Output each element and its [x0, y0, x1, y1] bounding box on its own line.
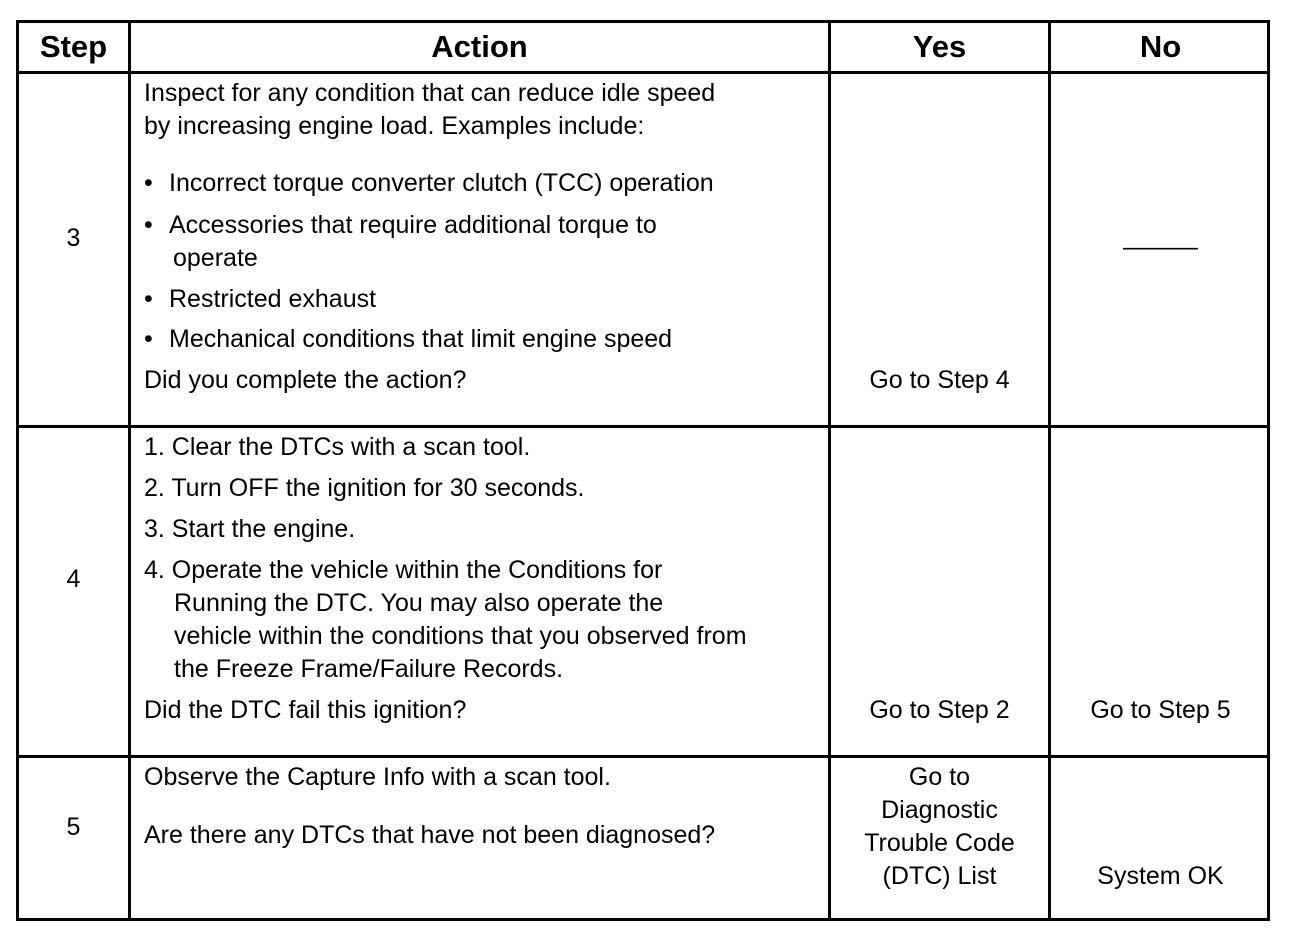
bullet-icon: •	[144, 325, 153, 353]
header-no: No	[1139, 29, 1182, 64]
row-4-item-4-line-1: 4. Operate the vehicle within the Conditions for	[144, 556, 663, 584]
row-4-no: Go to Step 5	[1090, 696, 1231, 724]
row-3-bullet-4: • Mechanical conditions that limit engine speed	[144, 323, 672, 356]
bullet-icon: •	[144, 211, 153, 239]
row-3-intro-line-1: Inspect for any condition that can reduce idle speed	[144, 79, 716, 107]
row-divider-4-5	[19, 755, 1267, 758]
row-4-item-1: 1. Clear the DTCs with a scan tool.	[144, 433, 531, 461]
row-4-item-2: 2. Turn OFF the ignition for 30 seconds.	[144, 474, 585, 502]
row-3-step: 3	[66, 224, 81, 252]
row-5-no: System OK	[1097, 862, 1224, 890]
header-yes: Yes	[912, 29, 967, 64]
bullet-icon: •	[144, 285, 153, 313]
row-5-question: Are there any DTCs that have not been diagnosed?	[144, 821, 716, 849]
row-4-item-3: 3. Start the engine.	[144, 515, 356, 543]
bullet-icon: •	[144, 169, 153, 197]
column-divider-yes	[1048, 23, 1051, 918]
row-5-step: 5	[66, 813, 81, 841]
header-step: Step	[39, 29, 108, 64]
row-3-bullet-3: • Restricted exhaust	[144, 283, 376, 316]
row-4-item-4-line-4: the Freeze Frame/Failure Records.	[174, 655, 564, 683]
row-4-item-4-line-3: vehicle within the conditions that you observed from	[174, 622, 747, 650]
row-4-yes: Go to Step 2	[869, 696, 1010, 724]
column-divider-step	[128, 23, 131, 918]
row-5-yes-line-2: Diagnostic	[881, 796, 998, 824]
header-action: Action	[431, 29, 528, 64]
row-5-yes-line-1: Go to	[908, 763, 971, 791]
row-4-step: 4	[66, 565, 81, 593]
header-divider	[19, 71, 1267, 74]
row-4-item-4-line-2: Running the DTC. You may also operate the	[174, 589, 664, 617]
row-5-yes-line-3: Trouble Code	[864, 829, 1015, 857]
row-3-intro-line-2: by increasing engine load. Examples include:	[144, 112, 645, 140]
diagnostic-table	[16, 20, 1270, 921]
row-5-yes-line-4: (DTC) List	[882, 862, 997, 890]
row-3-bullet-2: • Accessories that require additional torque to	[144, 209, 657, 242]
row-divider-3-4	[19, 425, 1267, 428]
row-5-action: Observe the Capture Info with a scan tool.	[144, 763, 611, 791]
row-3-question: Did you complete the action?	[144, 366, 467, 394]
row-4-question: Did the DTC fail this ignition?	[144, 696, 467, 724]
row-3-bullet-2-cont: operate	[173, 244, 258, 272]
row-3-no: ———	[1123, 233, 1198, 261]
row-3-bullet-1: • Incorrect torque converter clutch (TCC) operation	[144, 167, 714, 200]
row-3-yes: Go to Step 4	[869, 366, 1010, 394]
